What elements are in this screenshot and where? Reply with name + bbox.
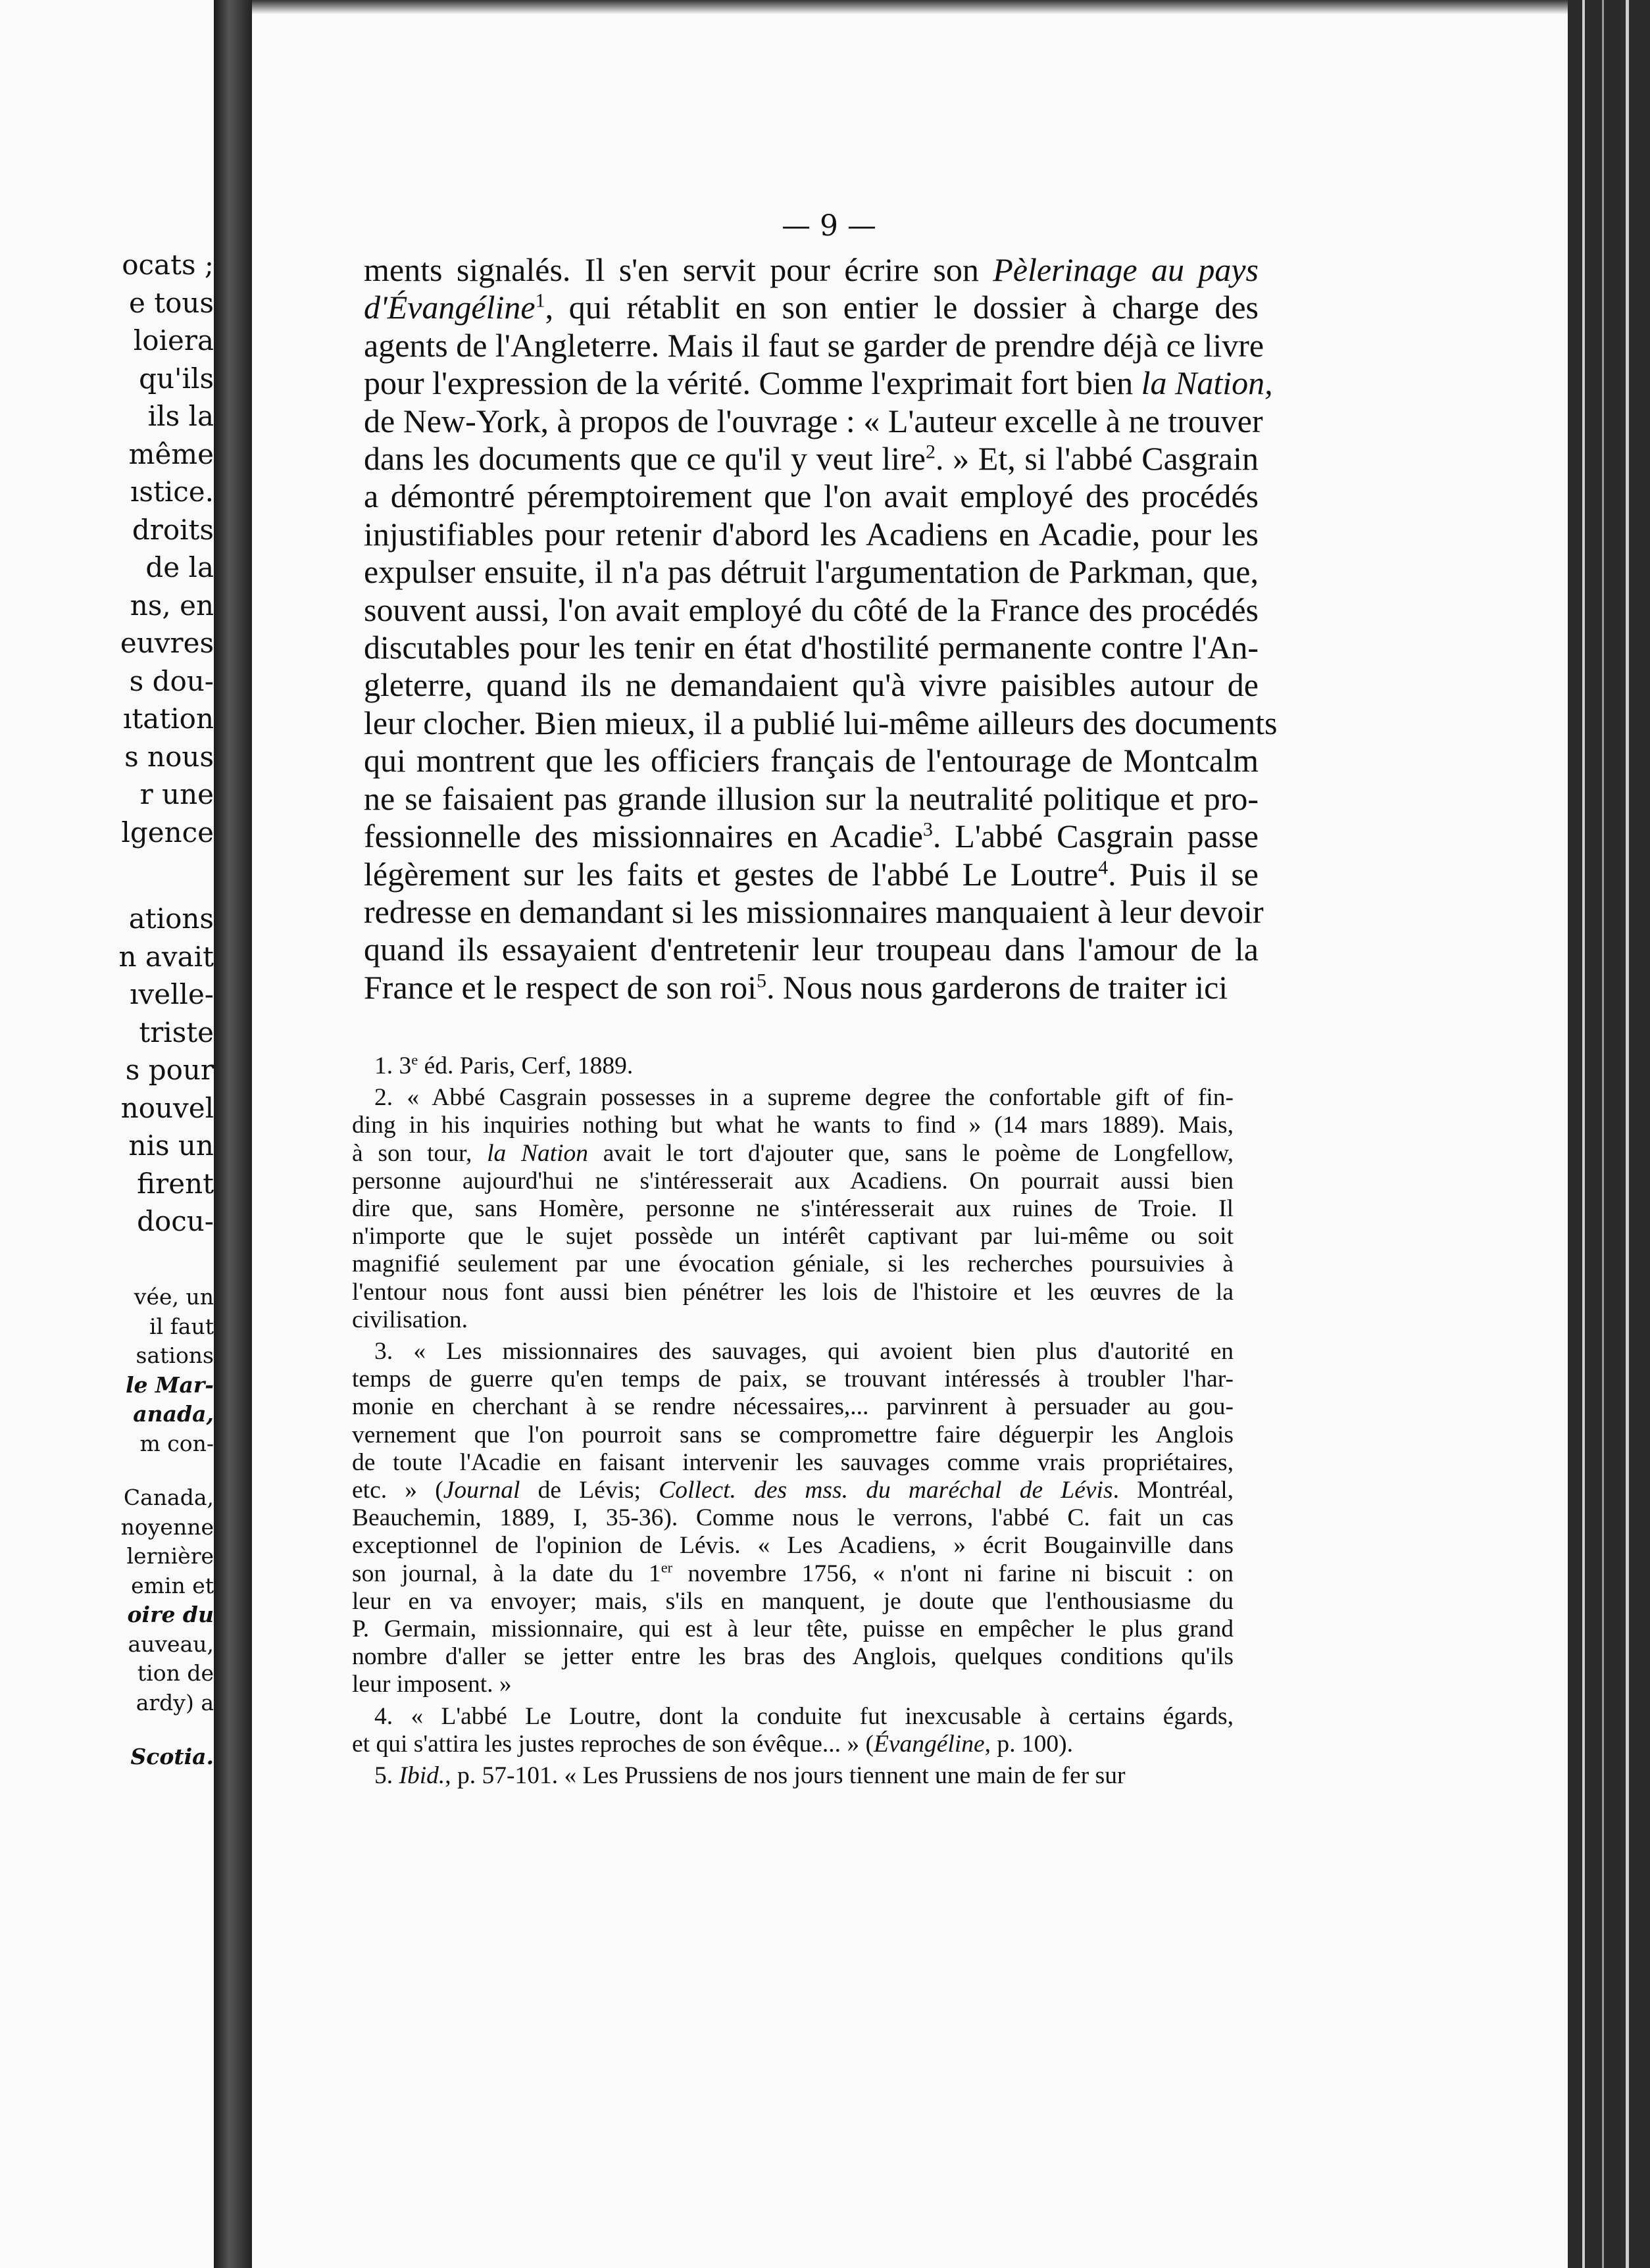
left-page-fragment: vée, un	[134, 1284, 214, 1310]
page-edge-line	[1602, 0, 1604, 2268]
text-segment: nombre d'aller se jetter entre les bras des Anglois, quelques conditions qu'ils	[352, 1643, 1234, 1671]
text-segment: . Nous nous garderons de traiter ici	[766, 968, 1228, 1006]
text-segment: er	[661, 1559, 673, 1576]
left-page-fragment: s pour	[125, 1054, 214, 1086]
page-number: — 9 —	[782, 209, 876, 243]
text-segment: temps de guerre qu'en temps de paix, se trouvant intéressés à troubler l'har-	[352, 1366, 1234, 1393]
body-line	[364, 516, 1259, 553]
left-page-fragment: lgence	[121, 816, 214, 849]
text-segment: e	[411, 1051, 418, 1068]
left-page-fragment: même	[128, 437, 214, 470]
text-segment: Ibid.	[399, 1762, 445, 1790]
left-page-fragment: anada,	[133, 1401, 214, 1427]
left-page-fragment: Canada,	[123, 1485, 214, 1510]
left-page-fragment: oire du	[127, 1602, 214, 1627]
text-segment: etc. » (	[352, 1477, 443, 1504]
text-segment: ne se faisaient pas grande illusion sur la neutralité politique et pro-	[364, 779, 1259, 817]
text-segment: la Nation,	[1141, 364, 1273, 402]
page-stack-edge	[1568, 0, 1650, 2268]
body-line	[364, 251, 1259, 289]
text-segment: France et le respect de son roi	[364, 968, 757, 1006]
body-line	[364, 591, 1259, 629]
text-segment: Évangéline	[873, 1730, 985, 1758]
left-page-fragment: ardy) a	[136, 1689, 214, 1715]
text-segment: d'Évangéline	[364, 289, 536, 326]
left-page-fragment: ns, en	[130, 589, 214, 622]
text-segment: n'importe que le sujet possède un intérêt captivant par lui-même ou soit	[352, 1223, 1234, 1250]
left-page-fragment: nis un	[128, 1129, 214, 1162]
footnote-line	[352, 1703, 1234, 1731]
footnote-line	[352, 1449, 1234, 1477]
body-line	[364, 629, 1259, 666]
left-page-fragment: noyenne	[120, 1514, 214, 1540]
book-gutter	[214, 0, 252, 2268]
footnote-line	[352, 1306, 1234, 1334]
text-segment: expulser ensuite, il n'a pas détruit l'argumentation de Parkman, que,	[364, 553, 1259, 591]
left-page-fragment: de la	[145, 551, 214, 583]
text-segment: agents de l'Angleterre. Mais il faut se garder de prendre déjà ce livre	[364, 326, 1264, 364]
text-segment: l'entour nous font aussi bien pénétrer les lois de l'histoire et les œuvres de la	[352, 1278, 1234, 1306]
text-segment: de Lévis;	[520, 1477, 659, 1504]
body-line	[364, 969, 1259, 1006]
footnote	[352, 1703, 1234, 1758]
left-page-fragment: ocats ;	[122, 249, 214, 281]
text-segment: de toute l'Acadie en faisant intervenir les sauvages comme vrais propriétaires,	[352, 1448, 1234, 1476]
text-segment: Collect. des mss. du maréchal de Lévis	[659, 1477, 1113, 1504]
left-page-fragment: emin et	[131, 1572, 214, 1598]
left-page-fragment: n avait	[118, 940, 214, 973]
left-page-text-fragments	[0, 0, 214, 2268]
footnote-line	[352, 1250, 1234, 1278]
text-segment: , p. 57-101. « Les Prussiens de nos jours tiennent une main de fer sur	[445, 1762, 1126, 1790]
body-line	[364, 931, 1259, 968]
left-page-fragment: r une	[139, 778, 214, 810]
left-page-fragment: s nous	[124, 740, 214, 773]
text-segment: personne aujourd'hui ne s'intéresserait aux Acadiens. On pourrait aussi bien	[352, 1167, 1234, 1195]
page-edge-line	[1582, 0, 1585, 2268]
text-segment: novembre 1756, « n'ont ni farine ni biscuit : on	[672, 1560, 1234, 1587]
text-segment: qui montrent que les officiers français de l'entourage de Montcalm	[364, 742, 1259, 779]
footnote-line	[352, 1279, 1234, 1306]
text-segment: Journal	[443, 1477, 520, 1504]
footnote	[352, 1762, 1234, 1790]
left-page-fragment: m con-	[139, 1430, 214, 1456]
text-segment: redresse en demandant si les missionnaires manquaient à leur devoir	[364, 893, 1264, 930]
footnote-line	[352, 1532, 1234, 1560]
text-segment: 2	[926, 441, 936, 463]
text-segment: , qui rétablit en son entier le dossier à charge des	[545, 289, 1259, 326]
footnotes	[352, 1052, 1234, 1794]
footnote-line	[352, 1393, 1234, 1421]
text-segment: 3. « Les missionnaires des sauvages, qui avoient bien plus d'autorité en	[374, 1338, 1234, 1366]
left-page-fragment: il faut	[149, 1313, 214, 1339]
text-segment: Pèlerinage au pays	[993, 251, 1259, 288]
left-page-fragment: nouvel	[120, 1091, 214, 1124]
text-segment: gleterre, quand ils ne demandaient qu'à vivre paisibles autour de	[364, 666, 1259, 704]
text-segment: dans les documents que ce qu'il y veut lire	[364, 440, 926, 478]
footnote	[352, 1084, 1234, 1334]
body-line	[364, 364, 1273, 402]
body-line	[364, 856, 1259, 893]
text-segment: P. Germain, missionnaire, qui est à leur tête, puisse en empêcher le plus grand	[352, 1615, 1234, 1643]
left-page-fragment: ıvelle-	[130, 978, 214, 1010]
left-page-fragment: ations	[128, 902, 214, 935]
text-segment: son journal, à la date du 1	[352, 1560, 661, 1587]
text-segment: a démontré péremptoirement que l'on avait employé des procédés	[364, 478, 1259, 515]
text-segment: 1. 3	[374, 1052, 412, 1079]
body-line	[364, 704, 1278, 742]
footnote-line	[352, 1504, 1234, 1532]
left-page-fragment: triste	[139, 1016, 214, 1048]
body-text	[364, 251, 1278, 1006]
text-segment: exceptionnel de l'opinion de Lévis. « Les Acadiens, » écrit Bougainville dans	[352, 1532, 1234, 1560]
text-segment: 1	[535, 289, 545, 312]
text-segment: leur clocher. Bien mieux, il a publié lui-même ailleurs des documents	[364, 704, 1278, 741]
footnote-line	[352, 1052, 1234, 1080]
text-segment: pour l'expression de la vérité. Comme l'exprimait fort bien	[364, 364, 1141, 402]
left-page-fragment: lernière	[126, 1543, 214, 1569]
left-page-fragment: droits	[132, 513, 214, 546]
left-page-fragment: euvres	[120, 627, 214, 659]
left-page-fragment: e tous	[129, 286, 214, 319]
text-segment: vernement que l'on pourroit sans se compromettre faire déguerpir les Anglois	[352, 1421, 1234, 1448]
body-line	[364, 402, 1263, 440]
left-page-fragment: docu-	[137, 1205, 214, 1237]
left-page-fragment: auveau,	[128, 1631, 214, 1657]
text-segment: 4. « L'abbé Le Loutre, dont la conduite fut inexcusable à certains égards,	[374, 1702, 1234, 1730]
left-page-fragment: ils la	[147, 400, 214, 432]
body-line	[364, 440, 1259, 478]
footnote-line	[352, 1477, 1234, 1504]
footnote-line	[352, 1671, 1234, 1698]
text-segment: la Nation	[487, 1139, 589, 1167]
text-segment: monie en cherchant à se rendre nécessaires,... parvinrent à persuader au gou-	[352, 1393, 1234, 1421]
page-edge-line	[1626, 0, 1629, 2268]
footnote-line	[352, 1762, 1234, 1790]
body-line	[364, 742, 1259, 779]
text-segment: avait le tort d'ajouter que, sans le poème de Longfellow,	[588, 1139, 1234, 1167]
text-segment: . L'abbé Casgrain passe	[932, 818, 1259, 855]
text-segment: ments signalés. Il s'en servit pour écrire son	[364, 251, 993, 288]
text-segment: discutables pour les tenir en état d'hostilité permanente contre l'An-	[364, 629, 1259, 666]
body-line	[364, 818, 1259, 855]
body-line	[364, 666, 1259, 704]
text-segment: dire que, sans Homère, personne ne s'intéresserait aux ruines de Troie. Il	[352, 1195, 1234, 1223]
text-segment: injustifiables pour retenir d'abord les Acadiens en Acadie, pour les	[364, 515, 1259, 553]
text-segment: ding in his inquiries nothing but what he wants to find » (14 mars 1889). Mais,	[352, 1112, 1234, 1139]
footnote-line	[352, 1195, 1234, 1223]
left-page-fragment: ıstice.	[130, 476, 214, 508]
footnote-line	[352, 1112, 1234, 1139]
text-segment: légèrement sur les faits et gestes de l'abbé Le Loutre	[364, 855, 1099, 893]
text-segment: de New-York, à propos de l'ouvrage : « L'auteur excelle à ne trouver	[364, 402, 1263, 439]
body-line	[364, 478, 1259, 515]
footnote-line	[352, 1338, 1234, 1366]
body-line	[364, 289, 1259, 326]
left-facing-page	[0, 0, 214, 2268]
left-page-fragment: firent	[137, 1167, 214, 1200]
text-segment: Beauchemin, 1889, I, 35-36). Comme nous le verrons, l'abbé C. fait un cas	[352, 1504, 1234, 1532]
text-segment: 3	[922, 818, 933, 841]
footnote	[352, 1052, 1234, 1080]
text-segment: leur imposent. »	[352, 1671, 512, 1698]
left-page-fragment: qu'ils	[139, 362, 214, 395]
footnote	[352, 1338, 1234, 1699]
footnote-line	[352, 1366, 1234, 1393]
text-segment: et qui s'attira les justes reproches de son évêque... » (	[352, 1730, 874, 1758]
text-segment: souvent aussi, l'on avait employé du côté de la France des procédés	[364, 591, 1259, 628]
body-line	[364, 893, 1264, 931]
footnote-line	[352, 1588, 1234, 1615]
text-segment: magnifié seulement par une évocation géniale, si les recherches poursuivies à	[352, 1250, 1234, 1278]
page-top-shadow	[252, 0, 1568, 14]
left-page-fragment: s dou-	[129, 664, 214, 697]
left-page-fragment: ıtation	[123, 703, 214, 735]
text-segment: 5.	[374, 1762, 399, 1790]
text-segment: à son tour,	[352, 1139, 488, 1167]
text-segment: . » Et, si l'abbé Casgrain	[936, 440, 1259, 478]
text-segment: 4	[1098, 856, 1109, 878]
text-segment: civilisation.	[352, 1306, 468, 1333]
footnote-line	[352, 1643, 1234, 1671]
footnote-line	[352, 1560, 1234, 1588]
body-line	[364, 553, 1259, 591]
footnote-line	[352, 1084, 1234, 1112]
body-line	[364, 780, 1259, 818]
footnote-line	[352, 1731, 1234, 1758]
footnote-line	[352, 1140, 1234, 1168]
text-segment: 5	[756, 970, 766, 992]
body-line	[364, 326, 1264, 364]
left-page-fragment: Scotia.	[130, 1744, 214, 1769]
left-page-fragment: loiera	[133, 324, 214, 357]
footnote-line	[352, 1168, 1234, 1195]
text-segment: . Montréal,	[1112, 1477, 1234, 1504]
left-page-fragment: tion de	[137, 1660, 214, 1686]
text-segment: éd. Paris, Cerf, 1889.	[418, 1052, 634, 1079]
footnote-line	[352, 1421, 1234, 1449]
left-page-fragment: sations	[136, 1343, 214, 1368]
text-segment: fessionnelle des missionnaires en Acadie	[364, 818, 923, 855]
text-segment: . Puis il se	[1108, 855, 1259, 893]
footnote-line	[352, 1615, 1234, 1643]
footnote-line	[352, 1223, 1234, 1250]
left-page-fragment: le Mar-	[125, 1371, 214, 1398]
text-segment: leur en va envoyer; mais, s'ils en manquent, je doute que l'enthousiasme du	[352, 1587, 1234, 1615]
text-segment: quand ils essayaient d'entretenir leur troupeau dans l'amour de la	[364, 931, 1259, 968]
text-segment: , p. 100).	[984, 1730, 1074, 1758]
text-segment: 2. « Abbé Casgrain possesses in a supreme degree the confortable gift of fin-	[374, 1084, 1234, 1112]
